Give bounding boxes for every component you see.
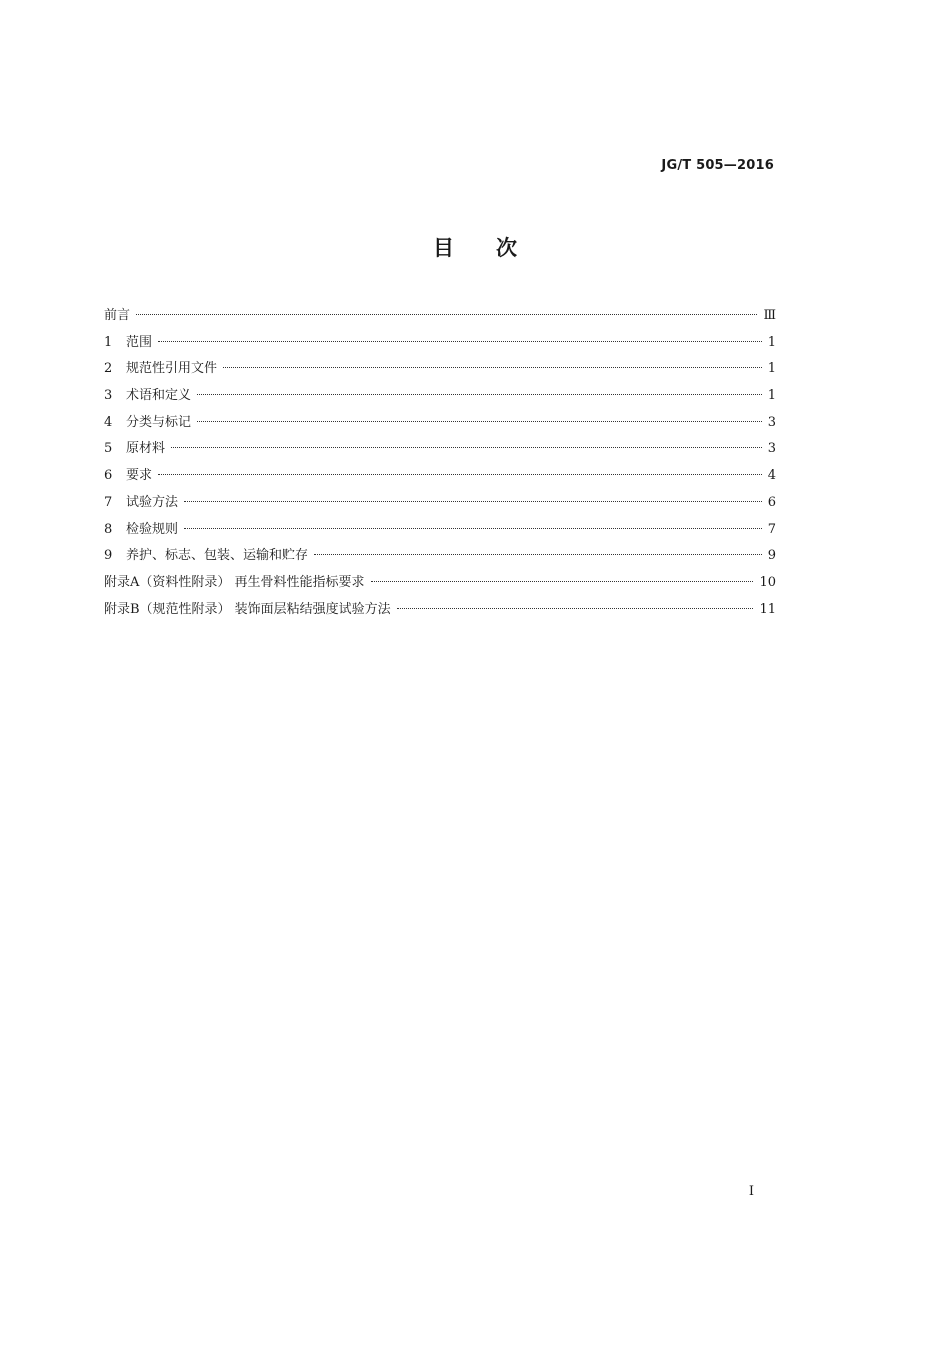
dot-leader (171, 447, 762, 448)
toc-entry-1[interactable] (104, 330, 776, 357)
toc-entry-number: 7 (104, 494, 113, 510)
toc-entry-page: Ⅲ (763, 308, 776, 323)
toc-entry-2[interactable] (104, 356, 776, 383)
standard-number: JG/T 505—2016 (661, 158, 774, 173)
toc-entry-page: 1 (767, 334, 776, 350)
toc-entry-page: 9 (767, 548, 776, 564)
toc-entry-5[interactable] (104, 436, 776, 463)
toc-entry-foreword[interactable] (104, 303, 776, 330)
dot-leader (397, 608, 754, 609)
toc-entry-label: 术语和定义 (126, 388, 192, 404)
toc-entry-label: 检验规则 (126, 521, 179, 537)
toc-entry-number: 3 (104, 388, 113, 404)
toc-entry-6[interactable] (104, 463, 776, 490)
toc-entry-label: 范围 (126, 334, 153, 350)
toc-entry-4[interactable] (104, 410, 776, 437)
dot-leader (184, 528, 762, 529)
toc-entry-page: 1 (767, 388, 776, 404)
toc-entry-page: 3 (767, 414, 776, 430)
dot-leader (136, 314, 757, 315)
toc-entry-number: 1 (104, 334, 113, 350)
page-number: I (748, 1184, 754, 1199)
toc-entry-label: 规范性引用文件 (126, 361, 218, 377)
toc-entry-page: 10 (759, 574, 776, 590)
toc-entry-7[interactable] (104, 490, 776, 517)
toc-entry-number: 4 (104, 414, 113, 430)
toc-entry-page: 4 (767, 468, 776, 484)
toc-entry-label: 试验方法 (126, 494, 179, 510)
toc-entry-number: 9 (104, 548, 113, 564)
toc-entry-page: 1 (767, 361, 776, 377)
toc-entry-label: 附录B（规范性附录） 装饰面层粘结强度试验方法 (104, 601, 391, 617)
toc-entry-page: 7 (767, 521, 776, 537)
toc-entry-page: 6 (767, 494, 776, 510)
dot-leader (314, 554, 762, 555)
dot-leader (223, 367, 762, 368)
toc-entry-number: 5 (104, 441, 113, 457)
toc-entry-number: 2 (104, 361, 113, 377)
toc-entry-label: 养护、标志、包装、运输和贮存 (126, 548, 309, 564)
toc-entry-label: 原材料 (126, 441, 166, 457)
page-title: 目次 (433, 236, 559, 260)
toc-entry-label: 附录A（资料性附录） 再生骨料性能指标要求 (104, 574, 365, 590)
dot-leader (371, 581, 754, 582)
dot-leader (158, 341, 762, 342)
toc-entry-page: 3 (767, 441, 776, 457)
toc-entry-number: 8 (104, 521, 113, 537)
toc-entry-8[interactable] (104, 517, 776, 544)
toc-entry-label: 要求 (126, 468, 153, 484)
toc-entry-label: 前言 (104, 308, 131, 323)
toc-entry-page: 11 (759, 601, 776, 617)
toc-entry-9[interactable] (104, 543, 776, 570)
dot-leader (184, 501, 762, 502)
toc-entry-label: 分类与标记 (126, 414, 192, 430)
toc-entry-appendix-b[interactable] (104, 597, 776, 624)
dot-leader (158, 474, 762, 475)
dot-leader (197, 394, 762, 395)
toc-entry-number: 6 (104, 468, 113, 484)
dot-leader (197, 421, 762, 422)
toc-entry-3[interactable] (104, 383, 776, 410)
toc-entry-appendix-a[interactable] (104, 570, 776, 597)
table-of-contents (104, 303, 776, 623)
